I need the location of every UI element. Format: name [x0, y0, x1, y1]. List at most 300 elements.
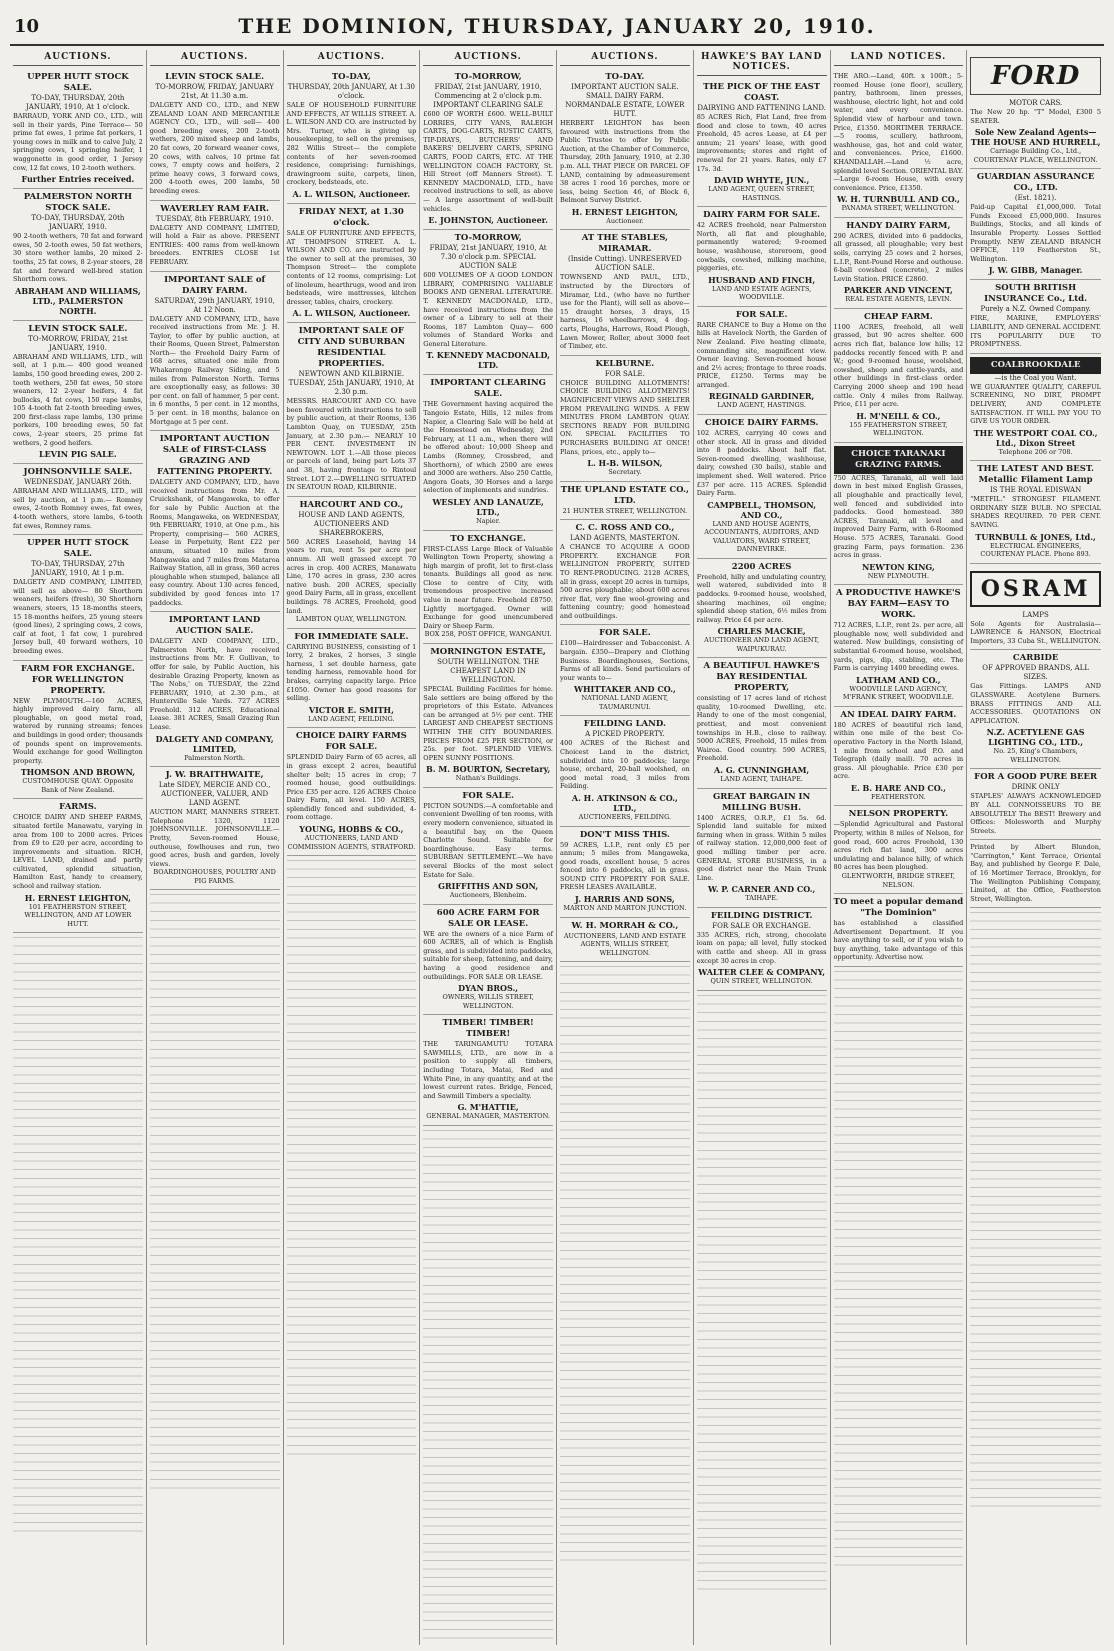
ad-signature: DALGETY AND COMPANY, LIMITED, [155, 733, 274, 754]
ad-signature: VICTOR E. SMITH, [308, 704, 394, 715]
advertisement [697, 307, 827, 415]
ad-headline: 600 ACRE FARM FOR SALE OR LEASE. [436, 907, 540, 929]
column-heading: AUCTIONS. [150, 50, 280, 66]
ad-signature: A. H. ATKINSON & CO., LTD., [571, 793, 678, 813]
advertisement [423, 644, 553, 788]
advertisement [423, 788, 553, 905]
ad-signature: T. KENNEDY MACDONALD, LTD. [426, 350, 550, 371]
ad-body: RARE CHANCE to Buy a Home on the hills at Havelock North, the Garden of New Zealand. Five heating climate, commanding site, magnificent view. Owner leaving. Seven-roomed house and 2½ acres; frontage to three roads. PRICE, £1250. Terms may be arranged. [696, 320, 827, 389]
ad-headline: THE PICK OF THE EAST COAST. [703, 82, 821, 103]
advertisement [13, 661, 143, 800]
ad-body: 1100 ACRES, freehold, all well grassed, but 90 acres shelter. 600 acres rich flat, balance low hills; 12 paddocks recently fenced with P. and W.; good 9-roomed house, woolshed, cowshed, sheep and cattle-yards, and other buildings in first-class order. Carrying 2000 sheep and 190 head cattle. Only 4 miles from Railway. Price, £11 per acre. [833, 322, 964, 409]
advertisement [834, 218, 964, 309]
ad-headline: OSRAM [970, 571, 1101, 607]
ad-body: CHOICE DAIRY AND SHEEP FARMS, situated fertile Manawatu, varying in area from 100 to 2000 acres. Prices from £9 to £20 per acre, according to improvements and situation. RICH, LEVEL LAND, drained and partly cultivated, splendid situation, Hamilton East, handy to creamery, school and railway station. [13, 813, 143, 891]
ad-headline: FOR SALE. [599, 628, 651, 639]
ad-headline: HARCOURT AND CO., [299, 499, 404, 510]
ad-body: 85 ACRES Rich, Flat Land, free from flood and close to town, 40 acres Freehold, 45 acres Lease, at £4 per annum; 21 years' lease, with good improvements; stores and right of renewal for 21 years. Rates, only £7 17s. 3d. [696, 113, 827, 173]
column-heading: AUCTIONS. [560, 50, 690, 66]
ad-address: BOARDINGHOUSES, POULTRY AND PIG FARMS. [153, 868, 276, 885]
small-print-continuation [423, 1126, 553, 1645]
column-5 [557, 50, 694, 1645]
ad-headline: PALMERSTON NORTH STOCK SALE. [23, 192, 133, 214]
advertisement [150, 431, 280, 612]
advertisement [287, 69, 417, 204]
ad-body: DALGETY AND COMPANY, LTD., Palmerston North, have received instructions from Mr. F. Gullivan, to offer for sale, by Public Auction, his desirable Grazing Property, known as 'The Nobs,' on TUESDAY, the 22nd FEBRUARY, 1910, at 2.30 p.m., at Hunterville Sale Yards. 727 ACRES Freehold. 312 ACRES, Educational Lease. 381 ACRES, Small Grazing Run Lease. [149, 637, 280, 732]
advertisement [287, 497, 417, 629]
advertisement [13, 799, 143, 933]
advertisement [834, 707, 964, 807]
ad-address: Auctioneer. [606, 216, 644, 225]
ad-body: consisting of 17 acres land of richest quality, 10-roomed Dwelling, etc. Handy to one of the most congenial, prettiest, and most convenient townships in H.B., close to railway. 5000 ACRES, Freehold, 15 miles from Wairoa. Good country. 590 ACRES, Freehold. [696, 694, 827, 763]
ad-signature: DAVID WHYTE, JUN., [714, 175, 810, 186]
ad-body: "METFIL." STRONGEST FILAMENT. ORDINARY SIZE BULB. NO SPECIAL SHADES REQUIRED. 70 PER CENT. SAVING. [970, 495, 1101, 529]
ad-headline: THE LATEST AND BEST. Metallic Filament Lamp [977, 464, 1095, 486]
ad-body: 400 ACRES of the Richest and Choicest Land in the district, subdivided into 10 paddocks; large house, orchard, 20-ball woolshed, on good metal road, 3 miles from Feilding. [560, 739, 690, 791]
column-1 [10, 50, 147, 1645]
ad-address: Nathan's Buildings. [455, 774, 521, 783]
ad-body: ABRAHAM AND WILLIAMS, LTD., will sell by auction, at 1 p.m.— Romney ewes, 2-tooth Romney ewes, fat ewes, 4-tooth wethers, store lambs, 6-tooth fat ewes, Romney rams. [13, 487, 143, 530]
advertisement [834, 806, 964, 894]
advertisement [970, 840, 1101, 908]
ad-signature: THOMSON AND BROWN, [20, 767, 136, 778]
ad-body: 290 ACRES, divided into 6 paddocks, all grassed, all ploughable; very best soils, carrying 25 cows and 2 horses, L.I.P., Rent-Pound Horse and outhouse. 6-ball cowshed (concrete), 2 miles Levin Station. PRICE £2860. [833, 231, 964, 283]
advertisement [970, 564, 1101, 651]
ad-signature: E. B. HARE AND CO., [850, 782, 946, 793]
column-heading: AUCTIONS. [13, 50, 143, 66]
ad-body: SPLENDID Dairy Farm of 65 acres, all in grass except 2 acres, beautiful shelter belt; 15 acres in crop; 7 roomed house, good outbuildings. Price £35 per acre. 126 ACRES Choice Dairy Farm, all level. 150 ACRES, splendidly fenced and subdivided, 4-room cottage. [286, 753, 417, 822]
ad-headline: J. W. BRAITHWAITE, [165, 770, 264, 781]
ad-body: THE Government having acquired the Tangoio Estate, Hills, 12 miles from Napier, a Clearing Sale will be held at the Homestead on Wednesday, 2nd February, at 11 a.m., when there will be offered about: 10,000 Sheep and Lambs (Romney, Crossbred, and Shorthorn), of which 2500 are ewes and 3000 are wethers. Also 250 Cattle, Angora Goats, 30 Horses and a large selection of implements and sundries. [423, 400, 553, 495]
advertisement [560, 69, 690, 230]
ad-body: FIRE, MARINE, EMPLOYERS' LIABILITY, AND GENERAL ACCIDENT. ITS POPULARITY DUE TO PROMPTNESS. [970, 314, 1101, 349]
ad-subheading: IS THE ROYAL EDISWAN [990, 486, 1082, 495]
ad-subheading: TO-MORROW, FRIDAY, 21st JANUARY, 1910. [28, 334, 128, 352]
small-print-continuation [150, 890, 280, 1490]
ad-headline: COALBROOKDALE [970, 357, 1101, 374]
ad-signature: H. M'NEILL & CO., [856, 410, 941, 421]
advertisement [423, 69, 553, 230]
ad-headline: AN IDEAL DAIRY FARM. [840, 709, 957, 720]
ad-body: STAPLES' ALWAYS ACKNOWLEDGED BY ALL CONNOISSEURS TO BE ABSOLUTELY The BEST! Brewery and Offices: Molesworth and Murphy Streets. [970, 792, 1101, 835]
ad-signature: TURNBULL & JONES, Ltd., [975, 531, 1096, 542]
ad-headline: DON'T MISS THIS. [579, 829, 670, 840]
ad-signature: PARKER AND VINCENT, [843, 285, 953, 296]
ad-subheading: FOR SALE OR EXCHANGE. [712, 921, 811, 930]
ad-headline: FOR A GOOD PURE BEER [974, 772, 1098, 783]
ad-body: SALE OF HOUSEHOLD FURNITURE AND EFFECTS, AT WILLIS STREET. A. L. WILSON AND CO. are instructed by Mrs. Turner, who is giving up housekeeping, to sell on the premises, 282 Willis Street— the complete contents of her seven-roomed residence, comprising: furnishings, drawingroom suite, carpets, linen, crockery, bedsteads, etc. [286, 101, 417, 187]
ad-body: A CHANCE TO ACQUIRE A GOOD PROPERTY. EXCHANGE FOR WELLINGTON PROPERTY, SUITED TO RENT-PRODUCING. 2128 ACRES, all in grass, except 20 acres in turnips, 500 acres ploughable; about 600 acres river flat, very fine wool-growing and fattening country; good homestead and outbuildings. [560, 543, 690, 620]
ad-body: CHOICE BUILDING ALLOTMENTS! CHOICE BUILDING ALLOTMENTS! MAGNIFICENT VIEWS AND SHELTER FROM PREVAILING WINDS. A FEW MINUTES FROM LAMBTON QUAY. SECTIONS READY FOR BUILDING ON. SPECIAL FACILITIES TO PURCHASERS BUILDING AT ONCE! Plans, prices, etc., apply to— [560, 378, 690, 456]
ad-signature: LATHAM AND CO., [856, 674, 941, 685]
ad-headline: IMPORTANT CLEARING SALE. [430, 378, 546, 400]
ad-signature: A. L. WILSON, Auctioneer. [292, 188, 411, 199]
ad-subheading: LAND AGENTS, MASTERTON. [570, 534, 680, 543]
advertisement [834, 443, 964, 585]
ad-body: DALGETY AND COMPANY, LTD., have received instructions from Mr. J. H. Taylor, to offer by public auction, at their Rooms, Queen Street, Palmerston North— the Freehold Dairy Farm of 168 acres, situated one mile from Whakarongo Railway Siding, and 5 miles from Palmerston North. Terms are exceptionally easy, as follows: 30 per cent. on fall of hammer, 5 per cent. in 6 months, 5 per cent. in 12 months, 5 per cent. in 18 months, balance on Mortgage at 5 per cent. [149, 314, 280, 426]
advertisement [150, 272, 280, 432]
advertisement [970, 650, 1101, 769]
ad-headline: FEILDING DISTRICT. [710, 910, 813, 921]
ad-subheading: DRINK ONLY [1011, 783, 1060, 792]
ad-body: Freehold, hilly and undulating country, well watered, subdivided into 8 paddocks. 9-roomed house, woolshed, shearing machines, oil engine; splendid sheep station, 6½ miles from railway. Price £4 per acre. [696, 572, 827, 624]
small-print-continuation [287, 856, 417, 1456]
column-heading: AUCTIONS. [423, 50, 553, 66]
advertisement [970, 169, 1101, 280]
advertisement [697, 207, 827, 307]
ad-headline: SOUTH BRITISH INSURANCE Co., Ltd. [984, 283, 1088, 305]
ad-address: No. 25, King's Chambers, WELLINGTON. [993, 747, 1078, 764]
ad-address: AUCTIONEERS, LAND AND ESTATE AGENTS, WILLIS STREET, WELLINGTON. [563, 931, 686, 957]
column-heading: AUCTIONS. [287, 50, 417, 66]
ad-headline: MORNINGTON ESTATE, [430, 646, 546, 657]
ad-body: Sole Agents for Australasia— LAWRENCE & HANSON, Electrical Importers, 33 Cuba St., WELLINGTON. [970, 619, 1101, 645]
ad-headline: TIMBER! TIMBER! TIMBER! [442, 1018, 534, 1040]
ad-signature: J. W. GIBB, Manager. [988, 265, 1083, 276]
ad-signature: B. M. BOURTON, Secretary, [426, 764, 551, 775]
ad-subheading: TO-DAY, THURSDAY, 27th JANUARY, 1910, At 1 p.m. [31, 560, 125, 578]
ad-signature: WESLEY AND LANAUZE, LTD., [432, 497, 544, 517]
ad-headline: CHOICE TARANAKI GRAZING FARMS. [834, 446, 964, 474]
advertisement [423, 230, 553, 375]
ad-headline: TO-DAY, [331, 72, 371, 82]
advertisement [13, 189, 143, 321]
ad-headline: CARBIDE [1012, 653, 1059, 664]
ad-body: DALGETY AND COMPANY, LIMITED, will hold a Fair as above. PRESENT ENTRIES: 400 rams from well-known breeders. ENTRIES CLOSE 1st FEBRUARY. [149, 223, 280, 266]
ad-headline: C. C. ROSS AND CO., [575, 523, 675, 534]
ad-body: 90 2-tooth wethers, 70 fat and forward ewes, 50 2-tooth ewes, 50 fat wethers, 30 store wether lambs, 20 mixed 2-tooths, 25 fat cows, 8 2-year steers, 28 fat and forward well-bred station Shorthorn cows. [13, 232, 143, 284]
ad-headline: NELSON PROPERTY. [848, 809, 949, 820]
ad-signature: H. ERNEST LEIGHTON, [571, 206, 678, 217]
ad-body: has established a classified Advertisement Department. If you have anything to sell, or if you wish to buy anything, take advantage of this opportunity. Advertise now. [833, 919, 964, 962]
ad-subheading: OF APPROVED BRANDS, ALL SIZES. [982, 664, 1089, 682]
ad-headline: TO-DAY. [605, 72, 645, 82]
ad-body: WE are the owners of a nice Farm of 600 ACRES, all of which is English grass, and is subdivided into paddocks, suitable for sheep, fattening, and dairy, having a good residence and outbuildings. FOR SALE OR LEASE. [423, 929, 553, 981]
ad-subheading: MOTOR CARS. [1008, 99, 1063, 107]
advertisement [560, 482, 690, 521]
advertisement [423, 1015, 553, 1126]
ad-subheading: FRIDAY, 21st JANUARY, 1910, At 7.30 o'clock p.m. SPECIAL AUCTION SALE [429, 244, 547, 271]
ad-address: QUIN STREET, WELLINGTON. [710, 977, 813, 986]
small-print-continuation [970, 908, 1101, 1508]
ad-body: PICTON SOUNDS.—A comfortable and convenient Dwelling of ten rooms, with every modern convenience, situated in a beautiful bay, on the Queen Charlotte Sound. Suitable for boardinghouse. Easy terms. SUBURBAN SETTLEMENT.—We have several Blocks of the most select Estate for Sale. [423, 801, 553, 879]
advertisement [834, 585, 964, 707]
ad-body: DALGETY AND CO., LTD., and NEW ZEALAND LOAN AND MERCANTILE AGENCY CO., LTD., will sell— 400 good breeding ewes, 200 2-tooth wethers, 200 mixed sheep and lambs, 20 fat cows, 20 forward weaner cows, 20 cows, with calves, 10 prime fat cows, 7 empty cows and heifers, 2 prime heavy cows, 3 forward cows, 200 4-tooth ewes, 200 lambs, 50 breeding ewes. [149, 101, 280, 195]
advertisement [697, 415, 827, 559]
ad-body: AUCTION MART, MANNERS STREET. Telephone 1320, 1120 JOHNSONVILLE. JOHNSONVILLE.—Pretty, Seven-roomed House, outhouse, fowlhouses and run, two good acres, bush and garden, lovely views. [149, 808, 280, 868]
ad-address: MARTON AND MARTON JUNCTION. [563, 904, 687, 913]
advertisement [697, 789, 827, 908]
ad-headline: IMPORTANT SALE of DAIRY FARM. [164, 274, 266, 296]
ad-signature: WHITTAKER AND CO., [573, 684, 676, 695]
ad-signature: J. HARRIS AND SONS, [575, 894, 675, 905]
ad-address: Palmerston North. [184, 753, 246, 762]
ad-body: NEW PLYMOUTH.—160 ACRES, highly improved dairy farm, all ploughable, on good metal road, watered by running streams; fences and buildings in good order; thousands of pounds spent on improvements. Would exchange for good Wellington property. [13, 696, 143, 765]
ad-body: 335 ACRES, rich, strong, chocolate loam on papa; all level, fully stocked with cattle and sheep. All in grass except 30 acres in crop. [696, 930, 827, 965]
ad-address: LAND AGENT, HASTINGS. [717, 401, 806, 410]
column-heading: HAWKE'S BAY LAND NOTICES. [697, 50, 827, 76]
ad-body: 1400 ACRES, O.R.P., £1 5s. 6d. Splendid land suitable for mixed farming when in grass. Within 5 miles of railway station. 12,000,000 feet of good milling timber per acre. GENERAL STORE BUSINESS, in a good district near the Main Trunk Line. [696, 813, 827, 882]
advertisement [423, 905, 553, 1016]
ad-subheading: IMPORTANT AUCTION SALE. SMALL DAIRY FARM. NORMANDALE ESTATE, LOWER HUTT. [565, 83, 685, 118]
ad-address: Carriage Building Co., Ltd., COURTENAY PLACE, WELLINGTON. [973, 147, 1098, 164]
advertisement [150, 69, 280, 201]
ad-subheading: DAIRYING AND FATTENING LAND. [697, 104, 826, 112]
column-6 [694, 50, 831, 1645]
column-8 [967, 50, 1104, 1645]
ad-headline: LEVIN STOCK SALE. [28, 323, 128, 334]
ad-headline: FRIDAY NEXT, at 1.30 o'clock. [298, 206, 404, 228]
ad-subheading: Late SIDEY, MERCIE AND CO., AUCTIONEER, VALUER, AND LAND AGENT. [158, 781, 271, 808]
ad-address: NEW PLYMOUTH. [867, 571, 930, 580]
ad-body: 180 ACRES of beautiful rich land, within one mile of the best Co-operative Factory in the North Island, 1 mile from school and P.O. and Telegraph (daily mail). 70 acres in grass. All ploughable. Price £30 per acre. [833, 720, 964, 781]
ad-body: 560 ACRES Leasehold, having 14 years to run, rent 5s per acre per annum. All well grassed except 70 acres in crop. 400 ACRES, Manawatu Line, 170 acres in grass, 230 acres native bush. 200 ACRES, specially good Dairy Farm, all in grass, excellent buildings. 78 ACRES, Freehold, good land. [286, 537, 417, 615]
ad-address: GENERAL MANAGER, MASTERTON. [426, 1112, 550, 1121]
ad-signature: DYAN BROS., [458, 983, 519, 994]
ad-signature: ABRAHAM AND WILLIAMS, LTD., PALMERSTON NORTH. [15, 285, 141, 316]
ad-body: Printed by Albert Blundon, "Carrington," Kent Terrace, Oriental Bay, and published by George F. Dale, of 16 Mortimer Terrace, Brooklyn, for The Wellington Publishing Company, Limited, at the Office, Featherston Street, Wellington. [970, 843, 1101, 903]
advertisement [970, 50, 1101, 169]
advertisement [287, 323, 417, 497]
ad-headline: CHEAP FARM. [863, 311, 933, 322]
ad-signature: GRIFFITHS AND SON, [438, 881, 539, 892]
ad-address: 21 HUNTER STREET, WELLINGTON. [562, 506, 688, 515]
ad-headline: FOR SALE. [462, 790, 514, 801]
ad-signature: Further Entries received. [21, 174, 135, 185]
ad-signature: NEWTON KING, [861, 561, 935, 572]
ad-body: £600 OF WORTH £600. WELL-BUILT LORRIES, CITY VANS, RALEIGH CARTS, DOG-CARTS, RUSTIC CARTS, TIP-DRAYS, BUTCHERS' AND BAKERS' DELIVERY CARTS, SPRING CARTS, FOOD CARTS, ETC. AT THE WELLINGTON COACH FACTORY, St. Hill Street (off Manners Street). T. KENNEDY MACDONALD, LTD., have received instructions to sell, as above— A large assortment of well-built vehicles. [423, 110, 553, 213]
ad-body: Gas Fittings. LAMPS AND GLASSWARE. Acetylene Burners. BRASS FITTINGS AND ALL ACCESSORIES. QUOTATIONS ON APPLICATION. [970, 682, 1101, 725]
ad-address: Auctioneers, Blenheim. [449, 891, 527, 900]
ad-body: DALGETY AND COMPANY, LTD., have received instructions from Mr. A. Cruickshank, of Mangaweka, to offer for sale by Public Auction at the Rooms, Mangaweka, on WEDNESDAY, 9th FEBRUARY, 1910, at One p.m., his Property, comprising— 560 ACRES, Lease in Perpetuity, Rent £22 per annum, situated 10 miles from Mangaweka and 7 miles from Mataroa Railway Station, all in grass, 360 acres ploughable when stumped, balance all easy country. About 130 acres fenced, subdivided by good fences into 17 paddocks. [149, 478, 280, 607]
ad-address: LAMBTON QUAY, WELLINGTON. [295, 615, 407, 624]
ad-headline: CHOICE DAIRY FARMS FOR SALE. [295, 731, 407, 753]
ad-headline: IMPORTANT LAND AUCTION SALE. [168, 615, 261, 637]
ad-headline: UPPER HUTT STOCK SALE. [27, 72, 129, 93]
ad-signature: W. H. TURNBULL AND CO., [836, 194, 960, 205]
newspaper-title: THE DOMINION, THURSDAY, JANUARY 20, 1910. [238, 14, 876, 38]
ad-headline: FOR SALE. [735, 309, 788, 320]
ad-body: CARRYING BUSINESS, consisting of 1 lorry, 2 brakes, 2 horses, 3 single harness, 1 set double harness, gate tending harness, removable hood for brakes, carrying capacity large. Price £1050. Owner has good reasons for selling. [286, 642, 417, 703]
ad-headline: FARMS. [59, 802, 97, 813]
ad-address: 101 FEATHERSTON STREET, WELLINGTON, AND AT LOWER HUTT. [24, 902, 132, 928]
ad-headline: JOHNSONVILLE SALE. [23, 467, 133, 478]
ad-signature: E. JOHNSTON, Auctioneer. [428, 215, 548, 226]
ad-signature: YOUNG, HOBBS & CO., [299, 824, 404, 835]
advertisement [287, 629, 417, 729]
ad-subheading: (Est. 1821). [1014, 194, 1057, 203]
ad-address: REAL ESTATE AGENTS, LEVIN. [845, 295, 952, 304]
ad-address: LAND AND HOUSE AGENTS, ACCOUNTANTS, AUDITORS, AND VALUATORS, WARD STREET, DANNEVIRKE. [704, 519, 819, 554]
ad-subheading: TO-MORROW, FRIDAY, JANUARY 21st, At 11.30 a.m. [155, 83, 274, 100]
ad-address: PANAMA STREET, WELLINGTON. [841, 204, 956, 213]
ad-body: MESSRS. HARCOURT AND CO. have been favoured with instructions to sell by public auction, at their Rooms, 136 Lambton Quay, on TUESDAY, 25th January, at 2.30 p.m.— NEARLY 10 PER CENT. INVESTMENT IN NEWTOWN. LOT 1.—All those pieces or parcels of land, being part Lots 37 and 38, having frontage to Rintoul Street. LOT 2.—DWELLING SITUATED IN SEATOUN ROAD, KILBIRNIE. [286, 397, 417, 492]
ad-headline: GREAT BARGAIN IN MILLING BUSH. [712, 791, 811, 813]
ad-signature: LEVIN PIG SALE. [39, 449, 117, 460]
ad-subheading: FOR SALE. [604, 369, 645, 378]
ad-signature: L. H-B. WILSON, [587, 458, 663, 469]
ad-headline: CHOICE DAIRY FARMS. [704, 417, 819, 428]
advertisement [423, 375, 553, 530]
advertisement [560, 827, 690, 918]
ad-body: 59 ACRES, L.I.P., rent only £5 per annum; 5 miles from Mangaweka, good roads, excellent house, 5 acres fenced into 6 paddocks, all in grass. SOUND CITY PROPERTY FOR SALE. FRESH LEASES AVAILABLE. [560, 840, 690, 892]
ad-body: THE TARINGAMUTU TOTARA SAWMILLS, LTD., are now in a position to supply all timbers, including Totara, Matai, Red and White Pine, in any quantity, and at the lowest current rates. Bridge, Fenced, and Sawmill Timbers a specialty. [423, 1040, 553, 1100]
ad-address: TAIHAPE. [745, 894, 779, 903]
ad-headline: TO EXCHANGE. [450, 533, 526, 544]
ad-headline: TO meet a popular demand "The Dominion" [833, 897, 964, 919]
ad-headline: WAVERLEY RAM FAIR. [160, 203, 269, 214]
advertisement [423, 531, 553, 644]
ad-signature: W. P. CARNER AND CO., [707, 884, 816, 895]
ad-body: SALE OF FURNITURE AND EFFECTS, AT THOMPSON STREET. A. L. WILSON AND CO. are instructed by the owner to sell at the premises, 30 Thompson Street— the complete contents of 12 rooms, comprising: Lot of linoleum, hearthrugs, wood and iron bedsteads, wire mattresses, kitchen dresser, tables, chairs, crockery. [286, 228, 417, 306]
advertisement [13, 321, 143, 465]
ad-body: ABRAHAM AND WILLIAMS, LTD., will sell, at 1 p.m.— 400 good weaned lambs, 150 good breeding ewes, 200 2-tooth wethers, 250 fat ewes, 50 store weaners, 12 2-year heifers, 4 fat bullocks, 4 fat cows, 150 rape lambs, 105 4-tooth fat 2-tooth breeding ewes, 200 first-class rape lambs, 130 prime porkers, 100 breeding ewes, 50 fat cows, 2-year steers, 25 prime fat wethers, 2 good heifers. [13, 352, 143, 447]
advertisement [150, 767, 280, 890]
ad-headline: TO-MORROW, [454, 72, 522, 82]
ad-signature: CHARLES MACKIE, [717, 626, 806, 637]
advertisement [560, 716, 690, 826]
ad-address: Napier. [476, 517, 501, 525]
ad-address: WOODVILLE LAND AGENCY, M'FRANK STREET, WOODVILLE. [842, 684, 954, 702]
ad-subheading: SOUTH WELLINGTON. THE CHEAPEST LAND IN WELLINGTON. [437, 657, 540, 684]
advertisement [560, 625, 690, 716]
advertisement [560, 918, 690, 963]
advertisement [560, 356, 690, 482]
ad-body: FIRST-CLASS Large Block of Valuable Wellington Town Property, showing a high margin of profit, let to first-class tenants. Buildings all good as new. Close to centre of City, with tremendous prospective increased value in near future. Freehold £8750. Lightly mortgaged. Owner will Exchange for good unencumbered Dairy or Sheep Farm. [423, 544, 553, 630]
ad-body: SPECIAL Building Facilities for home. Sale settlers are being offered by the proprietors of this Estate. Advances can be arranged at 5½ per cent. THE LARGEST AND CHEAPEST SECTIONS WITHIN THE CITY BOUNDARIES. PRICES FROM £25 PER SECTION, or 25s. per foot. SPLENDID VIEWS. OPEN SUNNY POSITIONS. [423, 684, 553, 762]
ad-address: LAND AGENT, TAIHAPE. [720, 775, 803, 784]
ad-signature: Sole New Zealand Agents— THE HOUSE AND HURRELL, [970, 127, 1101, 148]
ad-subheading: TO-DAY, THURSDAY, 20th JANUARY, 1910. [31, 214, 125, 232]
ad-address: LAND AGENT, FEILDING. [308, 714, 395, 723]
ad-subheading: HOUSE AND LAND AGENTS, AUCTIONEERS AND SHAREBROKERS, [298, 510, 405, 537]
ad-headline: A BEAUTIFUL HAWKE'S BAY RESIDENTIAL PROPERTY, [703, 661, 820, 694]
ad-address: AUCTIONEER AND LAND AGENT, WAIPUKURAU. [704, 636, 820, 653]
ad-body: 750 ACRES, Taranaki, all well laid down in best mixed English Grasses, all ploughable and practically level, well fenced and subdivided into paddocks. Good homestead. 380 ACRES, Taranaki, all level and improved Dairy Farm, with 6-Roomed House. 575 ACRES, Taranaki. Good grazing Farm, pays formation. 236 acres in grass. [833, 473, 964, 560]
ad-subheading: TUESDAY, 8th FEBRUARY, 1910. [155, 214, 274, 223]
ad-address: NATIONAL LAND AGENT, TAUMARUNUI. [581, 694, 669, 711]
columns-container [10, 50, 1104, 1645]
advertisement [13, 535, 143, 660]
advertisement [13, 464, 143, 535]
ad-address: 155 FEATHERSTON STREET, WELLINGTON. [849, 420, 948, 438]
advertisement [560, 520, 690, 625]
ad-headline: FOR IMMEDIATE SALE. [294, 631, 409, 642]
ad-address: Telephone 206 or 708. [998, 447, 1073, 456]
ad-address: ELECTRICAL ENGINEERS, COURTENAY PLACE. Phone 893. [980, 541, 1091, 559]
ad-signature: A. L. WILSON, Auctioneer. [292, 308, 411, 319]
advertisement [834, 309, 964, 443]
ad-headline: IMPORTANT SALE OF CITY AND SUBURBAN RESIDENTIAL PROPERTIES. [297, 326, 406, 370]
ad-subheading: FRIDAY, 21st JANUARY, 1910, Commencing at 2 o'clock p.m. IMPORTANT CLEARING SALE [433, 83, 543, 109]
advertisement [697, 79, 827, 207]
ad-headline: UPPER HUTT STOCK SALE. [27, 538, 129, 560]
ad-headline: 2200 ACRES [731, 561, 792, 572]
column-3 [284, 50, 421, 1645]
ad-address: BOX 258, POST OFFICE, WANGANUI. [424, 630, 552, 639]
ad-headline: FARM FOR EXCHANGE. FOR WELLINGTON PROPERTY. [20, 663, 135, 696]
ad-body: BARRAUD, YORK AND CO., LTD., will sell in their yards, Pine Terrace— 50 prime fat ewes, 1 prime fat porkers, 1 young cows in milk and to calve July, 2 springing cows, 1 springing heifer, 1 waggonette in good order, 1 Jersey cow, 12 fat cows, 10 2-tooth wethers. [13, 112, 143, 172]
ad-address: OWNERS, WILLIS STREET, WELLINGTON. [442, 993, 534, 1010]
ad-address: AUCTIONEERS, FEILDING. [578, 813, 672, 821]
ad-subheading: WEDNESDAY, JANUARY 26th. [24, 478, 132, 487]
ad-headline: FEILDING LAND. [583, 719, 666, 730]
ad-body: —Splendid Agricultural and Pastoral Property, within 8 miles of Nelson, for good road, 600 acres Freehold, 130 acres rich flat land, 300 acres undulating and balance hilly, of which 80 acres has been ploughed. [833, 820, 964, 872]
advertisement [560, 230, 690, 355]
ad-address: FEATHERSTON. [871, 792, 926, 801]
column-7 [831, 50, 968, 1645]
ad-body: TOWNSEND AND PAUL, LTD., instructed by the Directors of Miramar, Ltd., (who have no further use for the Plant), will sell as above— 15 draught horses, 3 drays, 15 harness, 16 wheelbarrows, 4 dog-carts, Ploughs, Harrows, Road Plough, Lawn Mower, Roller, about 3000 feet of Timber, etc. [560, 273, 690, 351]
ad-headline: FORD [970, 57, 1101, 95]
ad-headline: W. H. MORRAH & CO., [571, 920, 679, 931]
ad-headline: IMPORTANT AUCTION SALE of FIRST-CLASS GRAZING AND FATTENING PROPERTY. [157, 434, 273, 478]
ad-address: LAND AGENT, QUEEN STREET, HASTINGS. [708, 185, 815, 202]
small-print-continuation [13, 933, 143, 1533]
column-heading: LAND NOTICES. [834, 50, 964, 66]
ad-headline: GUARDIAN ASSURANCE CO., LTD. [976, 172, 1095, 194]
ad-body: THE ARO.—Land, 40ft. x 100ft.; 5-roomed House (one floor), scullery, pantry, bathroom, linen presses, washhouse, electric light, hot and cold water, and every convenience. Splendid view of harbour and town. Price, £1350. MORTIMER TERRACE.—5 rooms, scullery, bathroom, washhouse, gas, hot and cold water, and conveniences. Price, £1600. KHANDALLAH.—Land ½ acre, splendid level Section. ORIENTAL BAY.—Large 6-room House, with every convenience. Price, £1350. [833, 72, 964, 192]
ad-headline: AT THE STABLES, MIRAMAR. [581, 233, 668, 255]
ad-body: 712 ACRES, L.I.P., rent 2s. per acre, all ploughable now, well subdivided and watered. New buildings, consisting of substantial 6-roomed house, woolshed, yards, pigs, dip, stabling, etc. The Farm is carrying 1400 breeding ewes. [833, 621, 964, 673]
ad-body: HERBERT LEIGHTON has been favoured with instructions from the Public Trustee to offer by Public Auction, at the Chamber of Commerce, Thursday, 20th January, 1910, at 2.30 p.m. ALL THAT PIECE OR PARCEL OF LAND, containing by admeasurement 38 acres 1 rood 16 perches, more or less, being Section 46, of Block 6, Belmont Survey District. [560, 119, 690, 205]
ad-address: Secretary. [608, 468, 642, 477]
ad-subheading: (Inside Cutting). UNRESERVED AUCTION SALE. [568, 255, 682, 273]
small-print-continuation [560, 962, 690, 1562]
page-number: 10 [14, 16, 40, 37]
ad-signature: H. ERNEST LEIGHTON, [24, 892, 131, 903]
ad-address: GLENTWORTH, BRIDGE STREET, NELSON. [841, 872, 956, 889]
ad-headline: LEVIN STOCK SALE. [165, 72, 265, 82]
ad-body: £100—Hairdresser and Tobacconist. A bargain. £350—Drapery and Clothing Business. Boardinghouses, Sections, Farms of all kinds. Send particulars of your wants to— [560, 639, 690, 682]
advertisement [150, 612, 280, 767]
ad-headline: KELBURNE. [595, 358, 655, 369]
ad-body: DALGETY AND COMPANY, LIMITED, will sell as above— 80 Shorthorn weaners, heifers (fresh), 30 Shorthorn weaners, steers, 15 18-months steers, 15 18-months heifers, 25 young steers (good lines), 2 springing cows, 2 cows, calf at foot, 1 fat cow, 1 purebred Jersey bull, 40 forward wethers, 10 breeding ewes. [13, 578, 143, 655]
ad-signature: CAMPBELL, THOMSON, AND CO., [707, 499, 817, 520]
small-print-continuation [697, 991, 827, 1591]
ad-headline: DAIRY FARM FOR SALE. [703, 210, 821, 221]
advertisement [287, 728, 417, 856]
ad-subheading: LAMPS [1022, 610, 1049, 619]
advertisement [970, 769, 1101, 840]
ad-body: Paid-up Capital £1,000,000. Total Funds Exceed £5,000,000. Insures Buildings, Stocks, and all kinds of Insurable Property. Losses Settled Promptly. NEW ZEALAND BRANCH OFFICE, 119 Featherston St., Wellington. [970, 203, 1101, 263]
column-4 [420, 50, 557, 1645]
ad-headline: A PRODUCTIVE HAWKE'S BAY FARM—EASY TO WORK. [836, 588, 961, 621]
advertisement [970, 354, 1101, 461]
ad-subheading: SATURDAY, 29th JANUARY, 1910, At 12 Noon. [154, 296, 275, 314]
ad-signature: THE WESTPORT COAL CO., Ltd., Dixon Street [973, 427, 1098, 448]
ad-body: 42 ACRES freehold, near Palmerston North, all flat and ploughable, permanently watered; 9-roomed house, washhouse, storeroom, good cowbails, cowshed, milking machine, piggeries, etc. [696, 221, 827, 273]
advertisement [834, 894, 964, 967]
ad-body: 600 VOLUMES OF A GOOD LONDON LIBRARY, COMPRISING VALUABLE BOOKS AND GENERAL LITERATURE. T. KENNEDY MACDONALD, LTD., have received instructions from the owner of a Library to sell at their Rooms, 187 Lambton Quay— 600 volumes of Standard Works and General Literature. [423, 271, 553, 348]
ad-body: The New 20 hp. "T" Model, £300 5 SEATER. [970, 108, 1101, 125]
ad-subheading: NEWTOWN AND KILBIRNIE. TUESDAY, 25th JANUARY, 1910, At 2.30 p.m. [288, 370, 415, 397]
ad-body: 102 ACRES, carrying 40 cows and other stock. All in grass and divided into 8 paddocks. About half flat. Seven-roomed dwelling, washhouse, dairy, cowshed (30 bails), stable and implement shed. Well watered. Price £37 per acre. 115 ACRES. Splendid Dairy Farm. [696, 428, 827, 498]
ad-subheading: TO-DAY, THURSDAY, 20th JANUARY, 1910, At 1 o'clock. [25, 94, 130, 111]
ad-address: CUSTOMHOUSE QUAY. Opposite Bank of New Zealand. [22, 777, 134, 794]
ad-subheading: —is the Coal you Want. [994, 373, 1077, 382]
masthead [10, 14, 1104, 46]
ad-signature: HUSBAND AND FINCH, [708, 274, 816, 285]
advertisement [150, 201, 280, 272]
ad-address: AUCTIONEERS, LAND AND COMMISSION AGENTS, STRATFORD. [287, 834, 416, 851]
column-2 [147, 50, 284, 1645]
advertisement [697, 559, 827, 659]
ad-headline: HANDY DAIRY FARM, [846, 220, 951, 231]
ad-signature: A. G. CUNNINGHAM, [714, 765, 810, 776]
advertisement [834, 69, 964, 218]
ad-signature: G. M'HATTIE, [457, 1102, 519, 1113]
ad-subheading: THURSDAY, 20th JANUARY, At 1.30 o'clock. [287, 83, 415, 100]
